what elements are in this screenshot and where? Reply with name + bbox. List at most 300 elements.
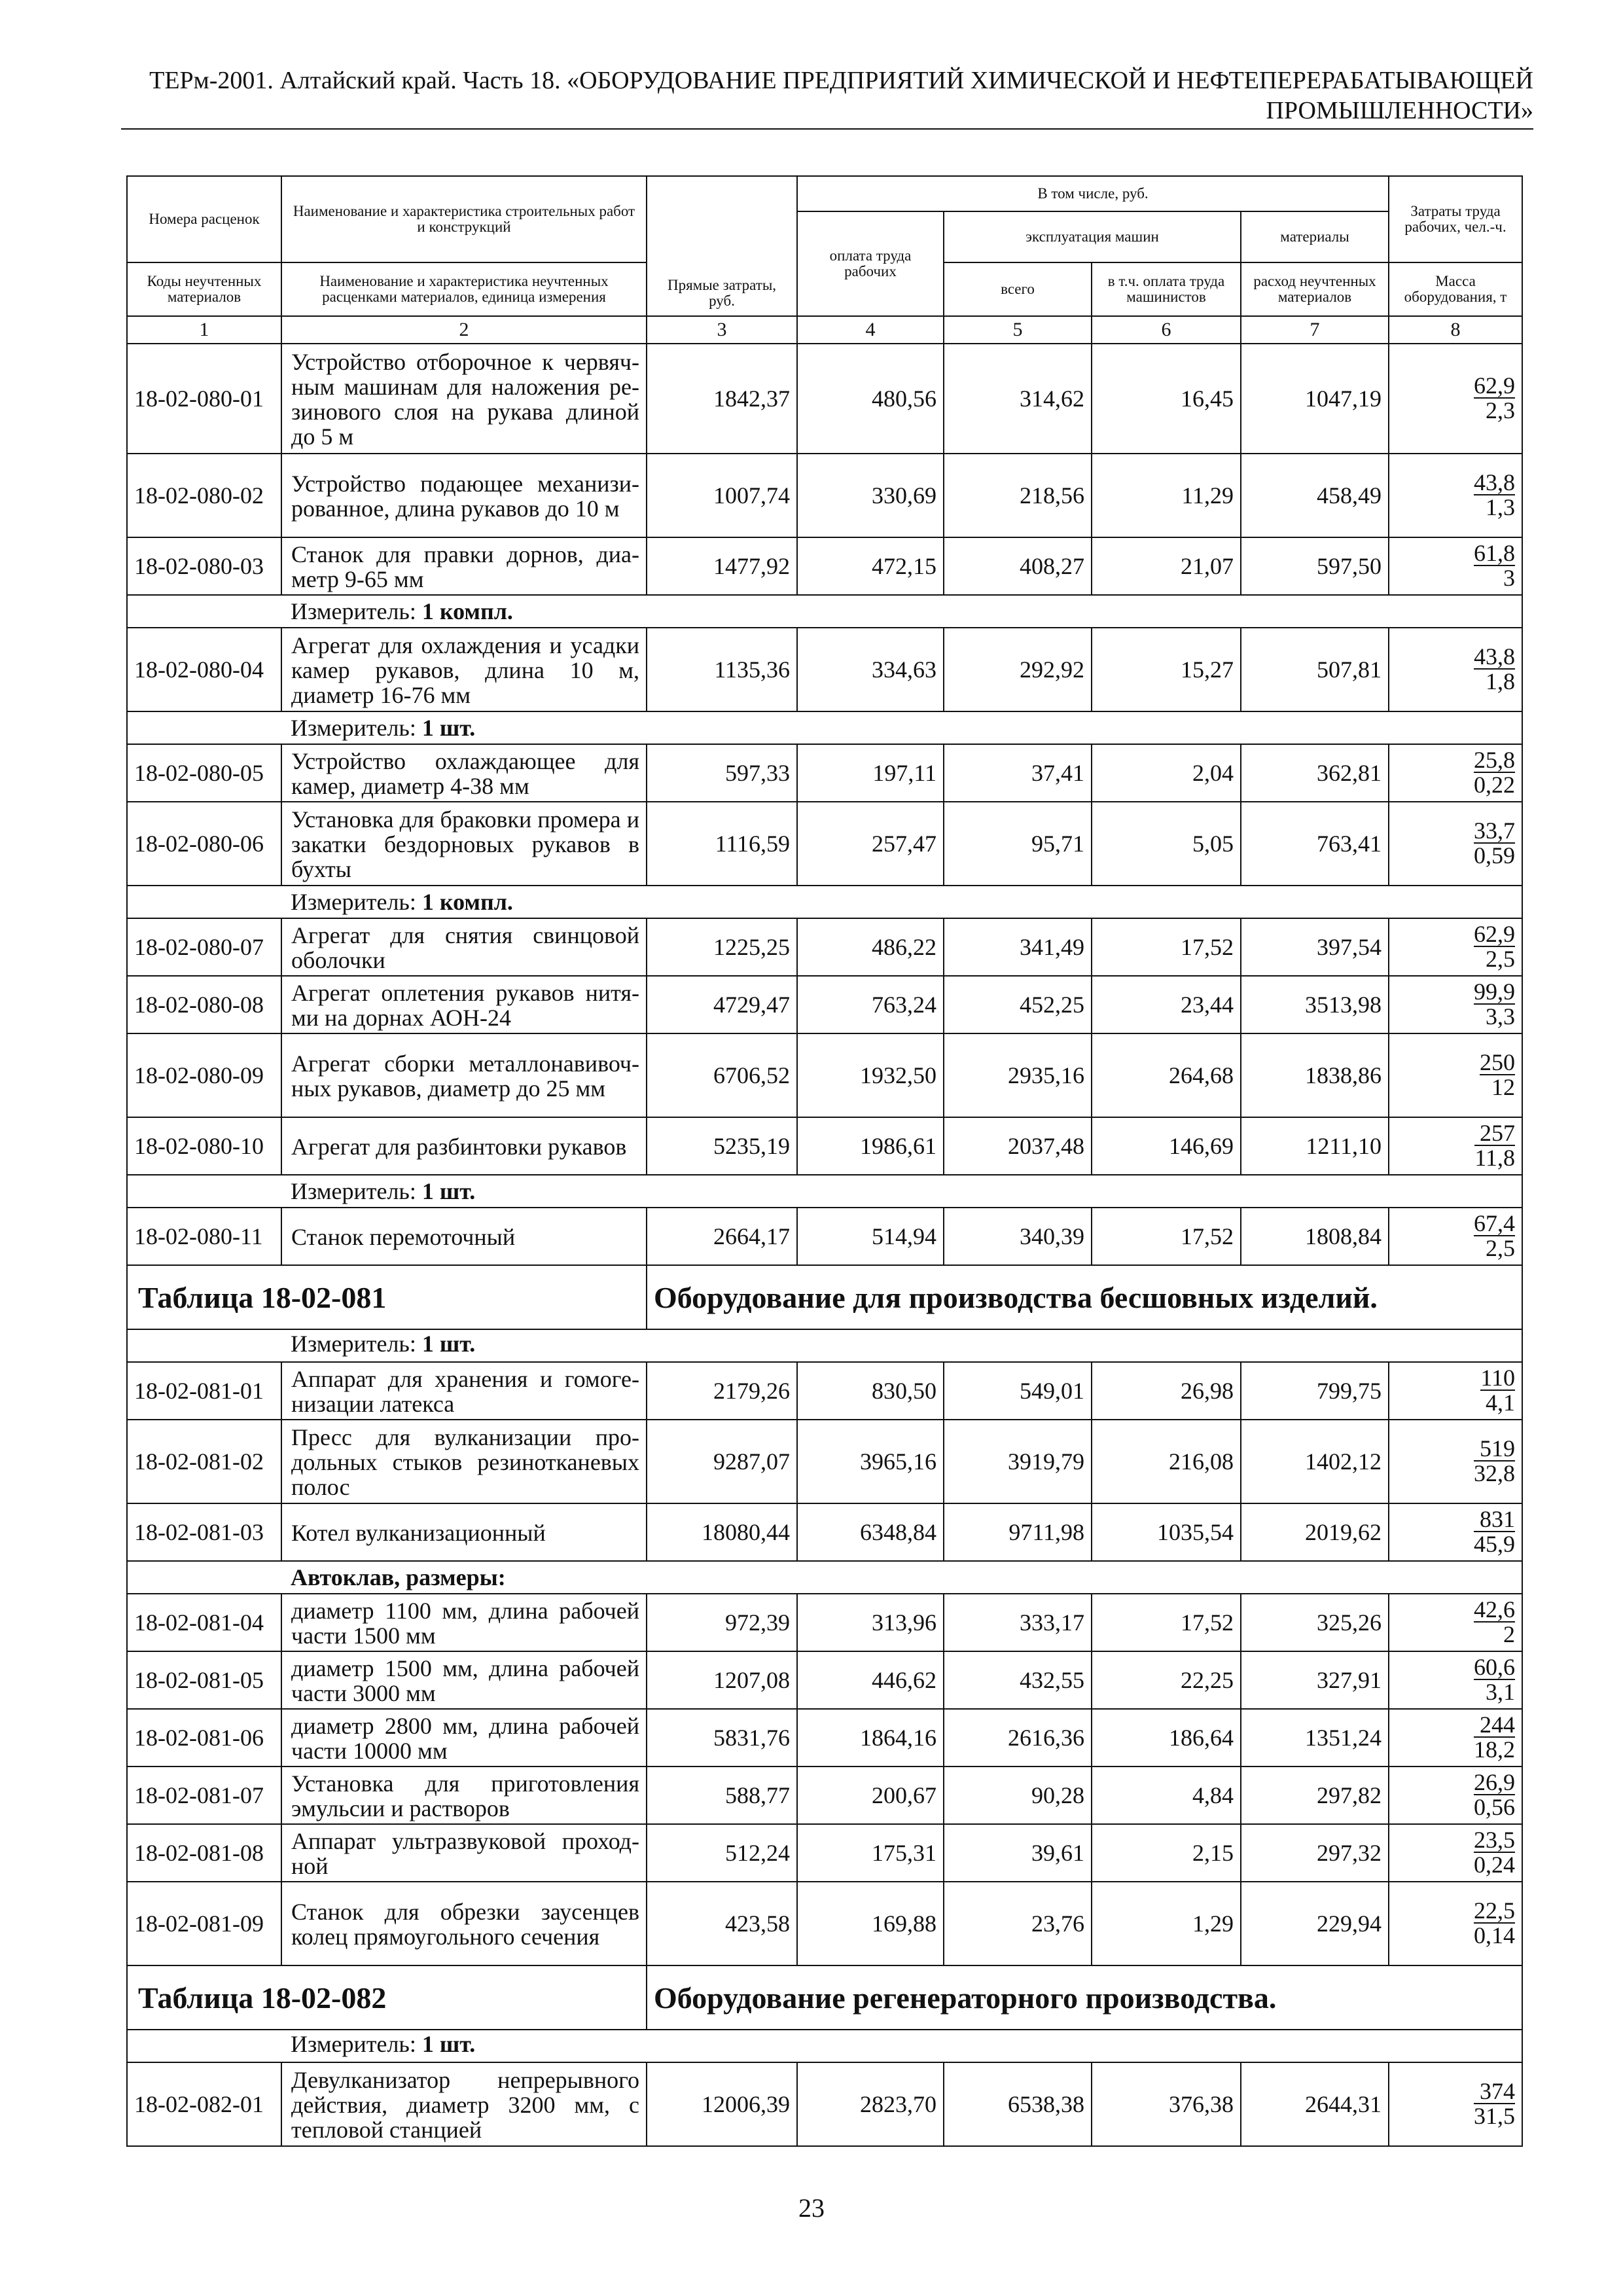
table-title: Оборудование регенераторного производства. <box>647 1965 1522 2030</box>
measure-label <box>281 711 1522 744</box>
rate-m-total: 408,27 <box>944 537 1092 595</box>
rate-m-total: 37,41 <box>944 744 1092 802</box>
fraction <box>1474 1437 1515 1485</box>
table-row <box>127 918 1522 976</box>
table-row <box>127 454 1522 537</box>
table-number: Таблица 18-02-081 <box>127 1265 647 1329</box>
rate-m-total: 90,28 <box>944 1767 1092 1824</box>
rate-wage: 1932,50 <box>797 1033 944 1117</box>
rate-m-total: 6538,38 <box>944 2062 1092 2146</box>
fraction <box>1474 471 1515 519</box>
rate-direct: 1842,37 <box>647 344 797 454</box>
labor-mass-fraction <box>1389 1651 1522 1709</box>
labor-value: 22,5 <box>1474 1897 1516 1924</box>
page-number: 23 <box>798 2193 825 2223</box>
measure-label <box>281 1175 1522 1208</box>
mass-value: 1,8 <box>1486 668 1516 694</box>
rate-code: 18-02-080-09 <box>127 1033 281 1117</box>
rate-code: 18-02-080-02 <box>127 454 281 537</box>
rate-m-wage: 17,52 <box>1092 1594 1241 1651</box>
measure-unit: 1 шт. <box>421 1178 476 1204</box>
mass-value: 12 <box>1491 1073 1516 1100</box>
rate-code: 18-02-080-07 <box>127 918 281 976</box>
rate-m-wage: 2,15 <box>1092 1824 1241 1882</box>
rate-materials: 297,82 <box>1241 1767 1389 1824</box>
col-materials-header: материалы <box>1241 211 1389 262</box>
rate-name: Устройство подающее механизированное, длина рукавов до 10 м <box>281 454 647 537</box>
rate-direct: 512,24 <box>647 1824 797 1882</box>
labor-value: 67,4 <box>1474 1210 1516 1236</box>
rate-name: Устройство охлаждающее для камер, диаметр 4-38 мм <box>281 744 647 802</box>
rate-direct: 423,58 <box>647 1882 797 1965</box>
labor-mass-fraction <box>1389 744 1522 802</box>
rate-name: Устройство отборочное к червячным машинам для наложения резинового слоя на рукава длиной до 5 м <box>281 344 647 454</box>
col-code-alt-header: Коды неучтенных материалов <box>127 262 281 316</box>
mass-value: 3,1 <box>1486 1678 1516 1705</box>
rate-wage: 1864,16 <box>797 1709 944 1767</box>
rate-m-total: 549,01 <box>944 1362 1092 1420</box>
rate-wage: 175,31 <box>797 1824 944 1882</box>
rate-wage: 313,96 <box>797 1594 944 1651</box>
labor-value: 25,8 <box>1474 746 1516 773</box>
rate-m-total: 452,25 <box>944 976 1092 1033</box>
table-row <box>127 1594 1522 1651</box>
labor-value: 43,8 <box>1474 469 1516 495</box>
measure-word: Измеритель: <box>291 715 416 741</box>
mass-value: 0,22 <box>1474 771 1516 798</box>
labor-value: 60,6 <box>1474 1653 1516 1680</box>
col-number: 3 <box>647 316 797 344</box>
rate-direct: 1207,08 <box>647 1651 797 1709</box>
rate-code: 18-02-081-05 <box>127 1651 281 1709</box>
rate-materials: 362,81 <box>1241 744 1389 802</box>
rate-materials: 325,26 <box>1241 1594 1389 1651</box>
fraction <box>1474 645 1515 693</box>
fraction <box>1474 748 1515 797</box>
fraction <box>1480 1050 1515 1099</box>
rate-materials: 597,50 <box>1241 537 1389 595</box>
measure-spacer <box>127 886 281 918</box>
rate-m-wage: 2,04 <box>1092 744 1241 802</box>
rate-code: 18-02-082-01 <box>127 2062 281 2146</box>
labor-mass-fraction <box>1389 918 1522 976</box>
rate-m-total: 9711,98 <box>944 1503 1092 1561</box>
labor-value: 250 <box>1480 1049 1516 1075</box>
rate-wage: 514,94 <box>797 1208 944 1265</box>
rate-name: Станок для правки дорнов, диаметр 9-65 мм <box>281 537 647 595</box>
table-row <box>127 976 1522 1033</box>
rate-m-wage: 17,52 <box>1092 1208 1241 1265</box>
rate-m-total: 292,92 <box>944 628 1092 711</box>
mass-value: 2,5 <box>1486 1234 1516 1261</box>
rate-direct: 1007,74 <box>647 454 797 537</box>
table-row <box>127 1824 1522 1882</box>
rate-name: Станок перемоточный <box>281 1208 647 1265</box>
measure-row <box>127 1175 1522 1208</box>
rate-m-total: 2616,36 <box>944 1709 1092 1767</box>
rate-code: 18-02-080-05 <box>127 744 281 802</box>
labor-value: 62,9 <box>1474 920 1516 947</box>
mass-value: 2,5 <box>1486 945 1516 972</box>
section-label: Автоклав, размеры: <box>281 1561 1522 1594</box>
labor-value: 26,9 <box>1474 1768 1516 1795</box>
col-name-alt-header: Наименование и характеристика неучтенных расценками материалов, единица измерения <box>281 262 647 316</box>
mass-value: 3,3 <box>1486 1003 1516 1030</box>
rate-materials: 507,81 <box>1241 628 1389 711</box>
section-spacer <box>127 1561 281 1594</box>
labor-mass-fraction <box>1389 454 1522 537</box>
rate-m-wage: 21,07 <box>1092 537 1241 595</box>
mass-value: 0,56 <box>1474 1793 1516 1820</box>
rate-direct: 5235,19 <box>647 1117 797 1175</box>
rate-name: Девулканизатор непрерывного действия, диаметр 3200 мм, с тепловой станцией <box>281 2062 647 2146</box>
mass-value: 2 <box>1503 1621 1516 1647</box>
mass-value: 32,8 <box>1474 1460 1516 1486</box>
measure-label <box>281 2030 1522 2062</box>
measure-word: Измеритель: <box>291 2031 416 2057</box>
col-number: 8 <box>1389 316 1522 344</box>
rate-materials: 1351,24 <box>1241 1709 1389 1767</box>
mass-value: 18,2 <box>1474 1736 1516 1763</box>
labor-value: 257 <box>1474 1121 1515 1146</box>
rates-table-wrapper <box>126 175 1522 2147</box>
rate-name: Агрегат для разбинтовки рукавов <box>281 1117 647 1175</box>
labor-value: 62,9 <box>1474 372 1516 399</box>
rate-direct: 2179,26 <box>647 1362 797 1420</box>
rate-direct: 5831,76 <box>647 1709 797 1767</box>
fraction <box>1474 1121 1515 1170</box>
fraction <box>1474 1507 1515 1556</box>
fraction <box>1474 922 1515 971</box>
rate-direct: 6706,52 <box>647 1033 797 1117</box>
col-wage-header: оплата труда рабочих <box>797 211 944 316</box>
rate-code: 18-02-081-07 <box>127 1767 281 1824</box>
page-header <box>121 65 1533 130</box>
labor-mass-fraction <box>1389 976 1522 1033</box>
table-row <box>127 1208 1522 1265</box>
rate-name: диаметр 1100 мм, длина рабочей части 1500 мм <box>281 1594 647 1651</box>
rate-m-wage: 22,25 <box>1092 1651 1241 1709</box>
rate-code: 18-02-081-08 <box>127 1824 281 1882</box>
rate-materials: 458,49 <box>1241 454 1389 537</box>
rate-m-total: 341,49 <box>944 918 1092 976</box>
labor-mass-fraction <box>1389 1208 1522 1265</box>
labor-value: 110 <box>1480 1364 1516 1391</box>
rate-name: Установка для браковки промера и закатки бездорновых рукавов в бухты <box>281 802 647 886</box>
table-row <box>127 628 1522 711</box>
labor-mass-fraction <box>1389 1824 1522 1882</box>
rate-m-total: 218,56 <box>944 454 1092 537</box>
labor-mass-fraction <box>1389 1882 1522 1965</box>
rate-direct: 972,39 <box>647 1594 797 1651</box>
rate-m-wage: 264,68 <box>1092 1033 1241 1117</box>
labor-value: 23,5 <box>1474 1826 1516 1853</box>
rate-name: Пресс для вулканизации продольных стыков резинотканевых полос <box>281 1420 647 1503</box>
rate-code: 18-02-080-10 <box>127 1117 281 1175</box>
rate-m-wage: 1035,54 <box>1092 1503 1241 1561</box>
rates-table <box>126 175 1523 2147</box>
rate-direct: 12006,39 <box>647 2062 797 2146</box>
labor-mass-fraction <box>1389 1033 1522 1117</box>
mass-value: 2,3 <box>1486 397 1516 423</box>
rate-m-wage: 15,27 <box>1092 628 1241 711</box>
rate-wage: 446,62 <box>797 1651 944 1709</box>
rate-direct: 1225,25 <box>647 918 797 976</box>
rate-materials: 2019,62 <box>1241 1503 1389 1561</box>
rate-materials: 2644,31 <box>1241 2062 1389 2146</box>
fraction <box>1474 1655 1515 1704</box>
mass-value: 0,59 <box>1474 842 1516 869</box>
table-row <box>127 1503 1522 1561</box>
labor-value: 374 <box>1474 2079 1515 2104</box>
labor-mass-fraction <box>1389 628 1522 711</box>
rate-m-wage: 146,69 <box>1092 1117 1241 1175</box>
rate-name: Агрегат для снятия свинцовой оболочки <box>281 918 647 976</box>
measure-word: Измеритель: <box>291 598 416 624</box>
rate-code: 18-02-080-08 <box>127 976 281 1033</box>
rate-m-total: 2037,48 <box>944 1117 1092 1175</box>
col-direct-header: Прямые затраты, руб. <box>647 176 797 316</box>
fraction <box>1474 2079 1515 2128</box>
col-name-header: Наименование и характеристика строительных работ и конструкций <box>281 176 647 262</box>
table-row <box>127 1033 1522 1117</box>
rate-name: Аппарат для хранения и гомогенизации латекса <box>281 1362 647 1420</box>
col-number: 6 <box>1092 316 1241 344</box>
labor-mass-fraction <box>1389 537 1522 595</box>
rate-direct: 588,77 <box>647 1767 797 1824</box>
rate-direct: 1477,92 <box>647 537 797 595</box>
measure-row <box>127 711 1522 744</box>
measure-label <box>281 1329 1522 1362</box>
col-machines-total-header: всего <box>944 262 1092 316</box>
rate-wage: 330,69 <box>797 454 944 537</box>
table-row <box>127 1882 1522 1965</box>
rate-name: Агрегат оплетения рукавов нитями на дорнах АОН-24 <box>281 976 647 1033</box>
section-row <box>127 1561 1522 1594</box>
rate-code: 18-02-080-04 <box>127 628 281 711</box>
rate-materials: 799,75 <box>1241 1362 1389 1420</box>
table-row <box>127 1651 1522 1709</box>
table-title-row <box>127 1965 1522 2030</box>
rate-m-wage: 26,98 <box>1092 1362 1241 1420</box>
rate-m-total: 2935,16 <box>944 1033 1092 1117</box>
mass-value: 31,5 <box>1474 2102 1516 2129</box>
rate-m-wage: 11,29 <box>1092 454 1241 537</box>
table-row <box>127 1767 1522 1824</box>
rate-name: диаметр 1500 мм, длина рабочей части 3000 мм <box>281 1651 647 1709</box>
fraction <box>1474 1770 1515 1819</box>
rate-m-total: 340,39 <box>944 1208 1092 1265</box>
rate-wage: 6348,84 <box>797 1503 944 1561</box>
rate-wage: 169,88 <box>797 1882 944 1965</box>
rate-m-wage: 17,52 <box>1092 918 1241 976</box>
header-line-2: ПРОМЫШЛЕННОСТИ» <box>1266 97 1533 124</box>
rate-name: Котел вулканизационный <box>281 1503 647 1561</box>
rate-materials: 229,94 <box>1241 1882 1389 1965</box>
measure-row <box>127 886 1522 918</box>
measure-unit: 1 шт. <box>421 2031 476 2057</box>
col-code-header: Номера расценок <box>127 176 281 262</box>
mass-value: 11,8 <box>1474 1144 1516 1171</box>
rate-wage: 1986,61 <box>797 1117 944 1175</box>
labor-value: 43,8 <box>1474 643 1516 670</box>
rate-direct: 1135,36 <box>647 628 797 711</box>
measure-unit: 1 шт. <box>421 1331 476 1357</box>
rate-code: 18-02-081-02 <box>127 1420 281 1503</box>
rate-name: Станок для обрезки заусенцев колец прямоугольного сечения <box>281 1882 647 1965</box>
rate-m-wage: 216,08 <box>1092 1420 1241 1503</box>
fraction <box>1474 1713 1515 1761</box>
fraction <box>1474 374 1515 422</box>
fraction <box>1474 1899 1515 1947</box>
col-number: 1 <box>127 316 281 344</box>
mass-value: 45,9 <box>1474 1530 1516 1557</box>
col-machines-header: эксплуатация машин <box>944 211 1241 262</box>
rate-m-wage: 16,45 <box>1092 344 1241 454</box>
col-machines-wage-header: в т.ч. оплата труда машинистов <box>1092 262 1241 316</box>
labor-mass-fraction <box>1389 1420 1522 1503</box>
labor-mass-fraction <box>1389 802 1522 886</box>
table-row <box>127 537 1522 595</box>
rate-code: 18-02-081-03 <box>127 1503 281 1561</box>
col-mat-alt-header: расход неучтенных материалов <box>1241 262 1389 316</box>
mass-value: 4,1 <box>1486 1389 1516 1416</box>
labor-mass-fraction <box>1389 1503 1522 1561</box>
table-title: Оборудование для производства бесшовных изделий. <box>647 1265 1522 1329</box>
rate-name: Аппарат ультразвуковой проходной <box>281 1824 647 1882</box>
rate-m-total: 314,62 <box>944 344 1092 454</box>
rate-wage: 480,56 <box>797 344 944 454</box>
table-number: Таблица 18-02-082 <box>127 1965 647 2030</box>
rate-wage: 830,50 <box>797 1362 944 1420</box>
col-number: 7 <box>1241 316 1389 344</box>
measure-spacer <box>127 1329 281 1362</box>
table-row <box>127 1709 1522 1767</box>
rate-wage: 334,63 <box>797 628 944 711</box>
rate-direct: 4729,47 <box>647 976 797 1033</box>
col-mass-header: Масса оборудования, т <box>1389 262 1522 316</box>
labor-mass-fraction <box>1389 344 1522 454</box>
labor-value: 831 <box>1474 1507 1515 1532</box>
rate-m-total: 95,71 <box>944 802 1092 886</box>
header-line-1: ТЕРм-2001. Алтайский край. Часть 18. «ОБОРУДОВАНИЕ ПРЕДПРИЯТИЙ ХИМИЧЕСКОЙ И НЕФТЕПЕРЕРАБАТЫВАЮЩЕЙ <box>149 67 1533 94</box>
rate-direct: 18080,44 <box>647 1503 797 1561</box>
mass-value: 0,14 <box>1474 1922 1516 1948</box>
rate-direct: 9287,07 <box>647 1420 797 1503</box>
rate-wage: 2823,70 <box>797 2062 944 2146</box>
labor-value: 244 <box>1474 1713 1515 1738</box>
rate-wage: 472,15 <box>797 537 944 595</box>
rate-materials: 297,32 <box>1241 1824 1389 1882</box>
col-incl-header: В том числе, руб. <box>797 176 1389 211</box>
rate-wage: 200,67 <box>797 1767 944 1824</box>
rate-code: 18-02-080-11 <box>127 1208 281 1265</box>
rate-m-wage: 23,44 <box>1092 976 1241 1033</box>
measure-word: Измеритель: <box>291 1178 416 1204</box>
labor-mass-fraction <box>1389 2062 1522 2146</box>
mass-value: 1,3 <box>1486 493 1516 520</box>
rate-materials: 1047,19 <box>1241 344 1389 454</box>
rate-code: 18-02-081-01 <box>127 1362 281 1420</box>
rate-code: 18-02-080-03 <box>127 537 281 595</box>
measure-spacer <box>127 595 281 628</box>
rate-m-wage: 5,05 <box>1092 802 1241 886</box>
fraction <box>1474 819 1515 867</box>
labor-value: 42,6 <box>1474 1596 1516 1623</box>
table-row <box>127 802 1522 886</box>
table-row <box>127 1362 1522 1420</box>
rate-m-wage: 376,38 <box>1092 2062 1241 2146</box>
rate-name: диаметр 2800 мм, длина рабочей части 10000 мм <box>281 1709 647 1767</box>
rate-materials: 1808,84 <box>1241 1208 1389 1265</box>
measure-row <box>127 2030 1522 2062</box>
measure-label <box>281 886 1522 918</box>
fraction <box>1474 1828 1515 1876</box>
table-row <box>127 2062 1522 2146</box>
measure-unit: 1 компл. <box>421 889 513 915</box>
labor-mass-fraction <box>1389 1117 1522 1175</box>
col-number: 4 <box>797 316 944 344</box>
table-row <box>127 344 1522 454</box>
rate-name: Агрегат сборки металлонавивочных рукавов, диаметр до 25 мм <box>281 1033 647 1117</box>
rate-code: 18-02-081-09 <box>127 1882 281 1965</box>
rate-direct: 597,33 <box>647 744 797 802</box>
measure-unit: 1 шт. <box>421 715 476 741</box>
rate-code: 18-02-081-04 <box>127 1594 281 1651</box>
rate-m-wage: 4,84 <box>1092 1767 1241 1824</box>
rate-m-total: 23,76 <box>944 1882 1092 1965</box>
table-row <box>127 744 1522 802</box>
rate-wage: 3965,16 <box>797 1420 944 1503</box>
rate-direct: 2664,17 <box>647 1208 797 1265</box>
measure-row <box>127 595 1522 628</box>
labor-value: 99,9 <box>1474 978 1516 1005</box>
labor-value: 33,7 <box>1474 817 1516 844</box>
fraction <box>1474 980 1515 1028</box>
rate-materials: 763,41 <box>1241 802 1389 886</box>
col-number: 5 <box>944 316 1092 344</box>
rate-materials: 1402,12 <box>1241 1420 1389 1503</box>
labor-value: 61,8 <box>1474 539 1516 566</box>
rate-materials: 1838,86 <box>1241 1033 1389 1117</box>
measure-label <box>281 595 1522 628</box>
rate-name: Агрегат для охлаждения и усадки камер рукавов, длина 10 м, диаметр 16-76 мм <box>281 628 647 711</box>
measure-word: Измеритель: <box>291 1331 416 1357</box>
rate-code: 18-02-080-06 <box>127 802 281 886</box>
fraction <box>1474 1211 1515 1260</box>
measure-word: Измеритель: <box>291 889 416 915</box>
labor-mass-fraction <box>1389 1362 1522 1420</box>
table-row <box>127 1117 1522 1175</box>
header-row-1 <box>127 176 1522 211</box>
labor-value: 519 <box>1474 1437 1515 1462</box>
rate-code: 18-02-080-01 <box>127 344 281 454</box>
col-labor-header: Затраты труда рабочих, чел.-ч. <box>1389 176 1522 262</box>
rate-direct: 1116,59 <box>647 802 797 886</box>
rate-materials: 397,54 <box>1241 918 1389 976</box>
rate-m-wage: 186,64 <box>1092 1709 1241 1767</box>
column-numbers-row <box>127 316 1522 344</box>
fraction <box>1474 541 1515 590</box>
fraction <box>1474 1598 1515 1646</box>
measure-row <box>127 1329 1522 1362</box>
rate-m-wage: 1,29 <box>1092 1882 1241 1965</box>
rate-name: Установка для приготовления эмульсии и растворов <box>281 1767 647 1824</box>
rate-wage: 197,11 <box>797 744 944 802</box>
rate-wage: 257,47 <box>797 802 944 886</box>
measure-spacer <box>127 1175 281 1208</box>
rate-materials: 3513,98 <box>1241 976 1389 1033</box>
